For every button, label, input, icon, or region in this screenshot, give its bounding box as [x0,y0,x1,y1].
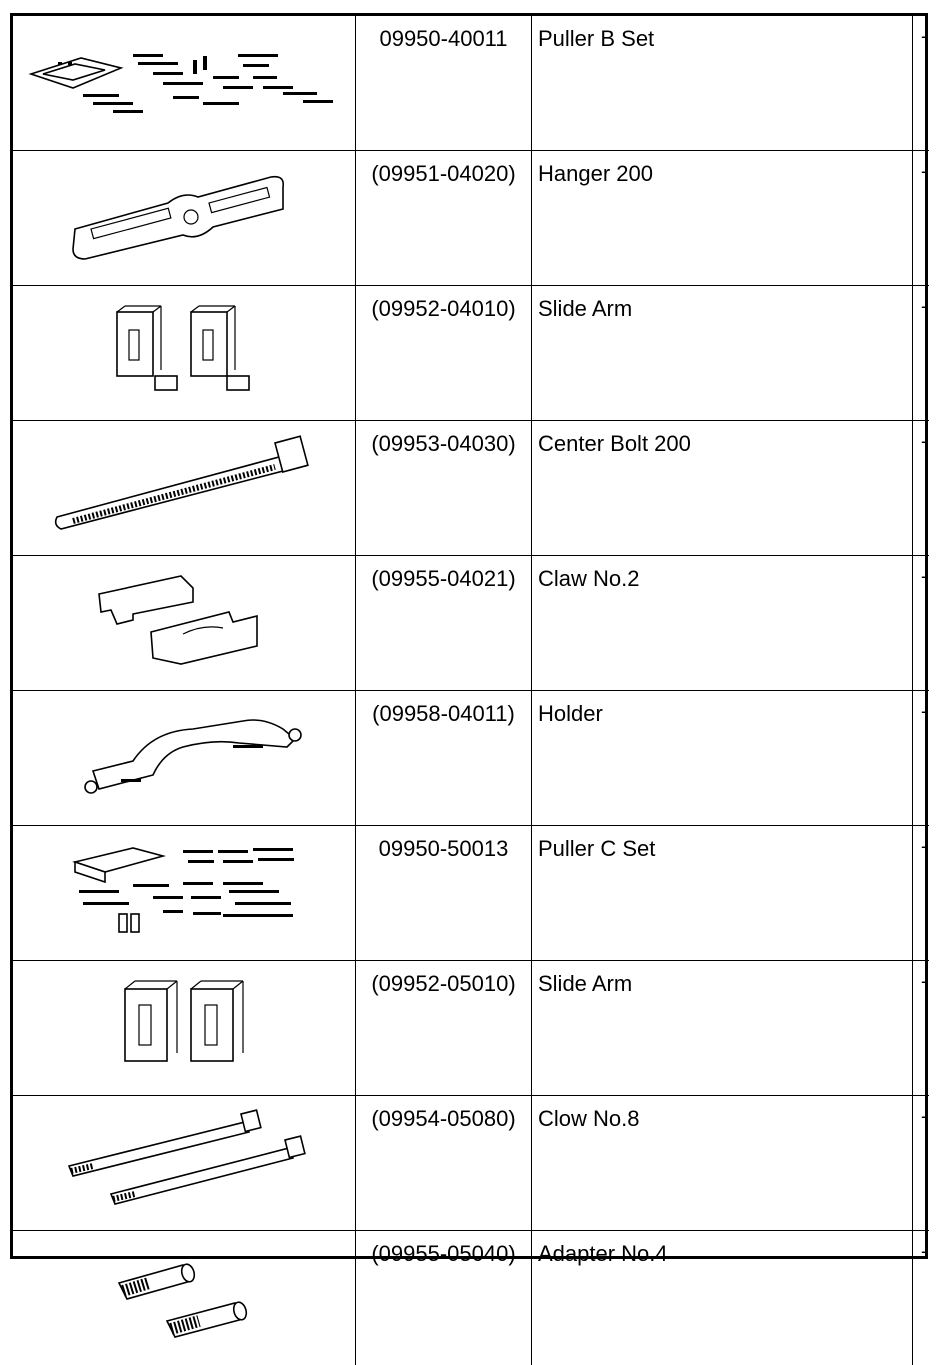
note-dash: - [913,1231,930,1365]
parts-table [13,16,929,1365]
table-row [13,1096,929,1231]
part-number: (09951-04020) [356,151,532,286]
part-number: 09950-50013 [356,826,532,961]
part-name: Holder [532,691,913,826]
tool-illustration-cell [13,961,356,1096]
note-dash: - [913,826,930,961]
tool-illustration-cell [13,826,356,961]
part-number: (09952-05010) [356,961,532,1096]
table-row [13,421,929,556]
tool-illustration-cell [13,1096,356,1231]
table-row [13,151,929,286]
table-row [13,556,929,691]
note-dash: - [913,286,930,421]
part-name: Clow No.8 [532,1096,913,1231]
tool-illustration-cell [13,286,356,421]
tool-illustration-cell [13,556,356,691]
note-dash: - [913,961,930,1096]
tool-illustration-cell [13,691,356,826]
part-name: Slide Arm [532,961,913,1096]
puller-c-set-icon [13,826,355,950]
slide-arm-icon [13,961,355,1085]
part-number: (09952-04010) [356,286,532,421]
part-number: (09954-05080) [356,1096,532,1231]
tool-illustration-cell [13,151,356,286]
part-number: 09950-40011 [356,16,532,151]
note-dash: - [913,421,930,556]
tool-illustration-cell [13,1231,356,1365]
tool-illustration-cell [13,421,356,556]
part-number: (09955-05040) [356,1231,532,1365]
center-bolt-icon [13,421,355,545]
puller-b-set-icon [13,16,355,140]
claw-icon [13,556,355,680]
note-dash: - [913,16,930,151]
table-row [13,286,929,421]
table-row [13,826,929,961]
holder-icon [13,691,355,815]
note-dash: - [913,151,930,286]
part-name: Adapter No.4 [532,1231,913,1365]
tool-illustration-cell [13,16,356,151]
part-number: (09958-04011) [356,691,532,826]
slide-arm-icon [13,286,355,410]
claw-rods-icon [13,1096,355,1220]
part-name: Slide Arm [532,286,913,421]
note-dash: - [913,1096,930,1231]
parts-table-frame [10,13,928,1259]
table-row [13,961,929,1096]
table-row [13,16,929,151]
note-dash: - [913,691,930,826]
part-name: Puller C Set [532,826,913,961]
table-row [13,1231,929,1365]
part-name: Hanger 200 [532,151,913,286]
part-name: Puller B Set [532,16,913,151]
adapter-icon [13,1231,355,1355]
hanger-icon [13,151,355,275]
note-dash: - [913,556,930,691]
table-row [13,691,929,826]
part-name: Claw No.2 [532,556,913,691]
part-name: Center Bolt 200 [532,421,913,556]
part-number: (09953-04030) [356,421,532,556]
part-number: (09955-04021) [356,556,532,691]
